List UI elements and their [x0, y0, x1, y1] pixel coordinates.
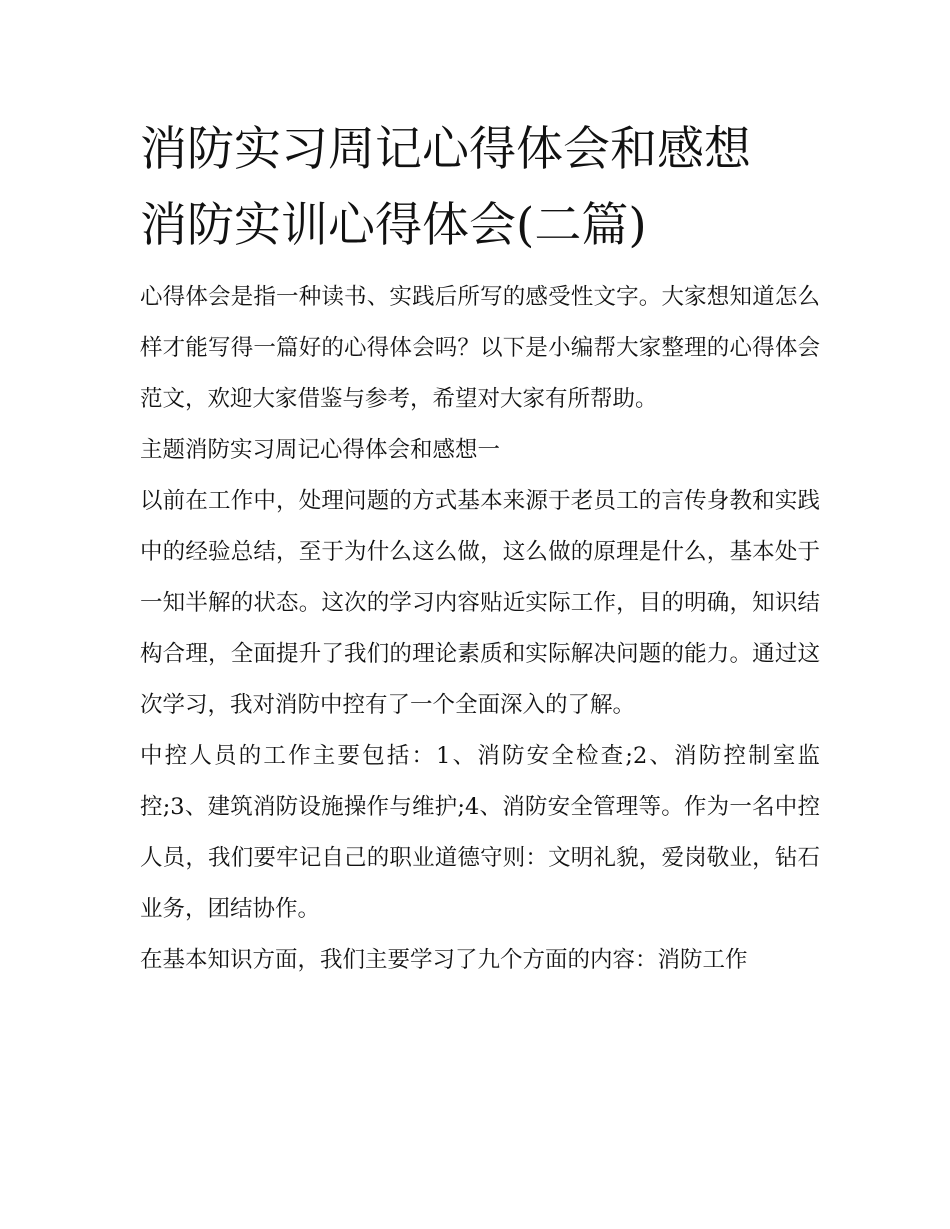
- title-line-2: 消防实训心得体会(二篇): [140, 198, 647, 253]
- section-heading: 主题消防实习周记心得体会和感想一: [140, 437, 501, 463]
- body-paragraph-2: 中控人员的工作主要包括：1、消防安全检查;2、消防控制室监控;3、建筑消防设施操作与维护;4、消防安全管理等。作为一名中控人员，我们要牢记自己的职业道德守则：文明礼貌，爱岗敬业，钻石业务，团结协作。: [140, 743, 820, 922]
- document-body: [140, 112, 820, 986]
- body-paragraph-1: 以前在工作中，处理问题的方式基本来源于老员工的言传身教和实践中的经验总结，至于为什么这么做，这么做的原理是什么，基本处于一知半解的状态。这次的学习内容贴近实际工作，目的明确，知识结构合理，全面提升了我们的理论素质和实际解决问题的能力。通过这次学习，我对消防中控有了一个全面深入的了解。: [140, 488, 820, 718]
- title-line-1: 消防实习周记心得体会和感想: [140, 122, 751, 177]
- body-paragraph-3: 在基本知识方面，我们主要学习了九个方面的内容：消防工作: [140, 947, 748, 973]
- document-title: [140, 112, 820, 264]
- intro-paragraph: 心得体会是指一种读书、实践后所写的感受性文字。大家想知道怎么样才能写得一篇好的心得体会吗？以下是小编帮大家整理的心得体会范文，欢迎大家借鉴与参考，希望对大家有所帮助。: [140, 284, 820, 412]
